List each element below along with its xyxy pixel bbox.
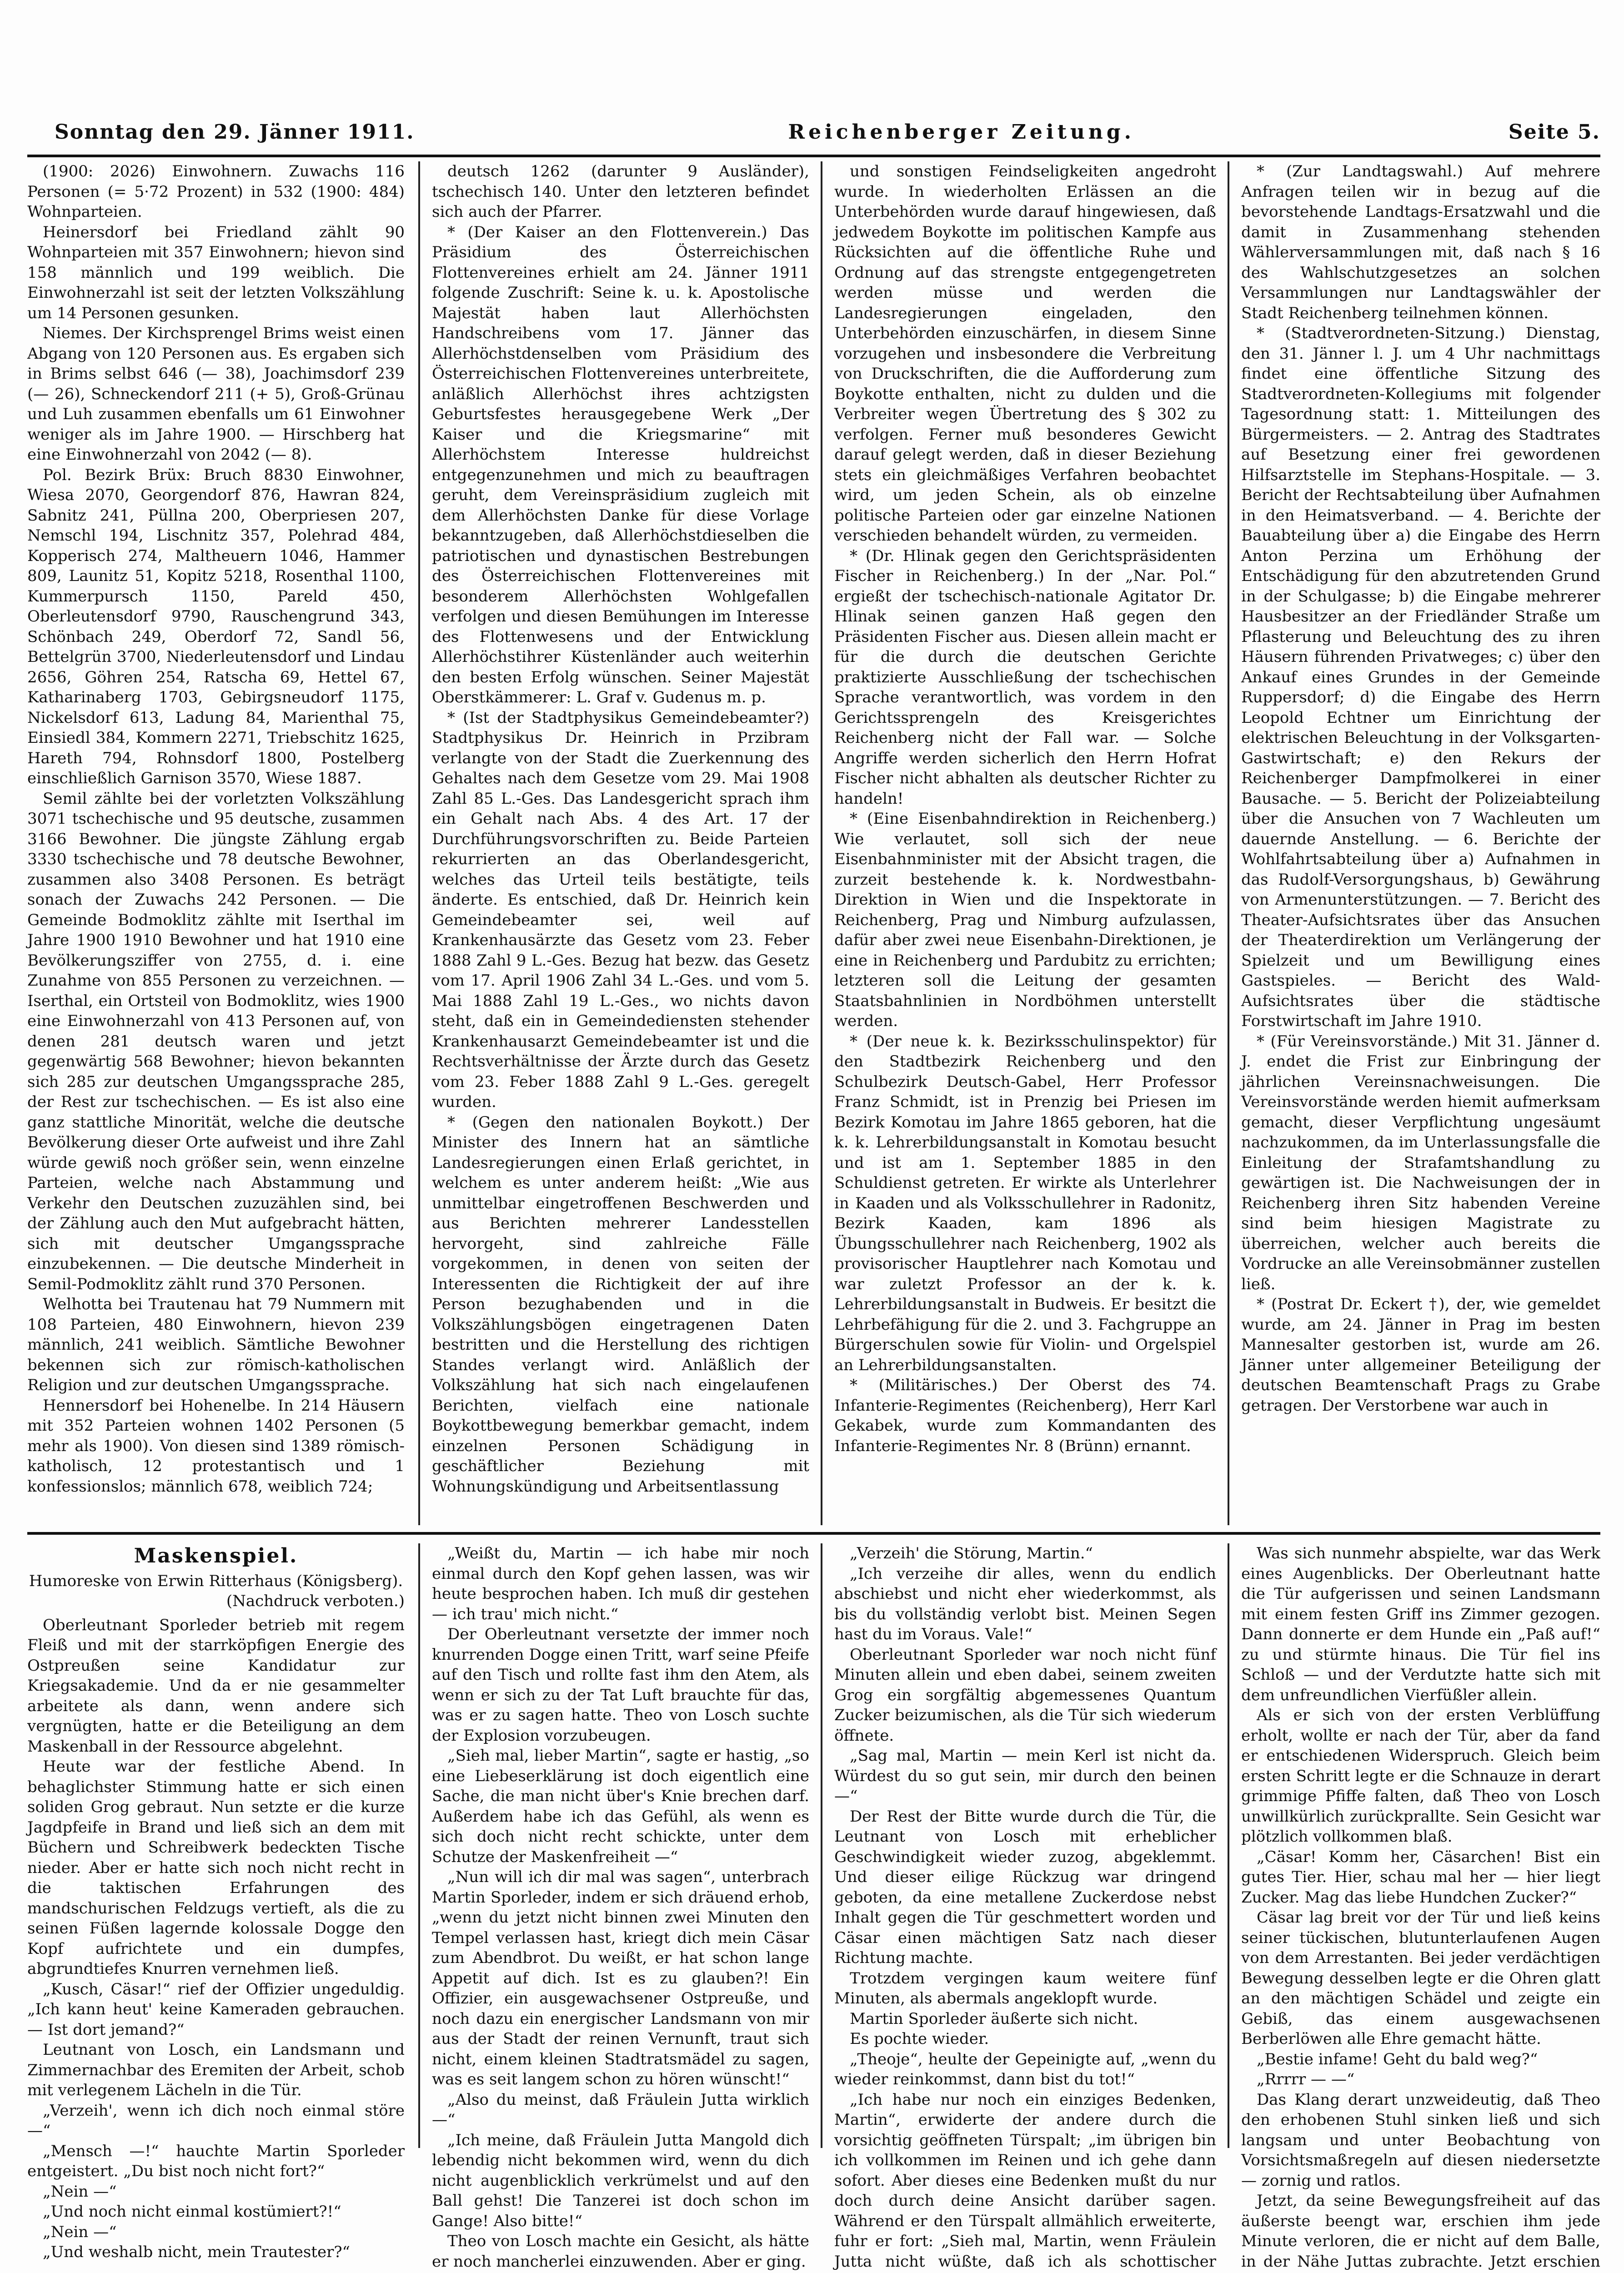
paragraph: „Nun will ich dir mal was sagen“, unterbrach Martin Sporleder, indem er sich dräuend erhob, „wenn du jetzt nicht binnen zwei Minuten den Tempel verlassen hast, kriegt dich mein Cäsar zum Abendbrot. Du weißt, er hat schon lange Appetit auf dich. Ist es zu glauben?! Ein Offizier, ein ausgewachsener Ostpreuße, und noch dazu ein energischer Landsmann von mir aus der Stadt der reinen Vernunft, traut sich nicht, einem kleinen Stadtratsmädel zu sagen, was es seit langem schon zu hören wünscht!“ bbox=[432, 1867, 809, 2090]
column-divider bbox=[821, 1543, 822, 2148]
feuilleton-column-2 bbox=[432, 1543, 809, 2148]
news-column-4 bbox=[1241, 161, 1600, 1525]
story-title: Maskenspiel. bbox=[27, 1546, 405, 1567]
paragraph: Oberleutnant Sporleder war noch nicht fünf Minuten allein und eben dabei, seinem zweiten Grog ein sorgfältig abgemessenes Quantum Zucker beizumischen, als die Tür sich wiederum öffnete. bbox=[834, 1645, 1216, 1746]
paragraph: „Also du meinst, daß Fräulein Jutta wirklich —“ bbox=[432, 2090, 809, 2130]
paragraph: * (Der Kaiser an den Flottenverein.) Das Präsidium des Österreichischen Flottenvereines erhielt am 24. Jänner 1911 folgende Zuschrift: Seine k. u. k. Apostolische Majestät haben laut Allerhöchsten Handschreibens vom 17. Jänner das Allerhöchstdenselben vom Präsidium des Österreichischen Flottenvereines unterbreitete, anläßlich Allerhöchst ihres achtzigsten Geburtsfestes herausgegebene Werk „Der Kaiser und die Kriegsmarine“ mit Allerhöchstem Interesse huldreichst entgegenzunehmen und mich zu beauftragen geruht, dem Vereinspräsidium zugleich mit dem Allerhöchsten Danke für diese Vorlage bekanntzugeben, daß Allerhöchstdieselben die patriotischen und dynastischen Bestrebungen des Österreichischen Flottenvereines mit besonderem Allerhöchsten Wohlgefallen verfolgen und diesen Bemühungen im Interesse des Flottenwesens und der Entwicklung Allerhöchstihrer Küstenländer auch weiterhin den besten Erfolg wünschen. Seiner Majestät Oberstkämmerer: L. Graf v. Gudenus m. p. bbox=[432, 222, 809, 708]
feuilleton-column-4 bbox=[1241, 1543, 1600, 2148]
story-byline: Humoreske von Erwin Ritterhaus (Königsberg). bbox=[27, 1571, 405, 1592]
header-paper-name: Reichenberger Zeitung. bbox=[788, 120, 1135, 144]
paragraph: „Sag mal, Martin — mein Kerl ist nicht da. Würdest du so gut sein, mir durch den beinen —“ bbox=[834, 1746, 1216, 1807]
paragraph: * (Postrat Dr. Eckert †), der, wie gemeldet wurde, am 24. Jänner in Prag im besten Mannesalter gestorben ist, wurde am 26. Jänner unter allgemeiner Beteiligung der deutschen Beamtenschaft Prags zu Grabe getragen. Der Verstorbene war auch in bbox=[1241, 1294, 1600, 1416]
news-column-3 bbox=[834, 161, 1216, 1525]
paragraph: Semil zählte bei der vorletzten Volkszählung 3071 tschechische und 95 deutsche, zusammen 3166 Bewohner. Die jüngste Zählung ergab 3330 tschechische und 78 deutsche Bewohner, zusammen also 3408 Personen. Es beträgt sonach der Zuwachs 242 Personen. — Die Gemeinde Bodmoklitz zählte mit Iserthal im Jahre 1900 1910 Bewohner und hat 1910 eine Bevölkerungsziffer von 2755, d. i. eine Zunahme von 855 Personen zu verzeichnen. — Iserthal, ein Ortsteil von Bodmoklitz, wies 1900 eine Einwohnerzahl von 413 Personen auf, von denen 281 deutsch waren und jetzt gegenwärtig 568 Bewohner; hievon bekannten sich 285 zur deutschen Umgangssprache 285, der Rest zur tschechischen. — Es ist also eine ganz stattliche Minorität, welche die deutsche Bevölkerung dieser Orte aufweist und ihre Zahl würde gewiß noch größer sein, wenn einzelne Parteien, welche nach Abstammung und Verkehr den Deutschen zuzuzählen sind, bei der Zählung auch den Mut aufgebracht hätten, sich mit deutscher Umgangssprache einzubekennen. — Die deutsche Minderheit in Semil-Podmoklitz zählt rund 370 Personen. bbox=[27, 789, 405, 1295]
paragraph: Welhotta bei Trautenau hat 79 Nummern mit 108 Parteien, 480 Einwohnern, hievon 239 männlich, 241 weiblich. Sämtliche Bewohner bekennen sich zur römisch-katholischen Religion und zur deutschen Umgangssprache. bbox=[27, 1294, 405, 1396]
news-column-2-body bbox=[432, 161, 809, 1497]
paragraph: „Ich verzeihe dir alles, wenn du endlich abschiebst und nicht eher wiederkommst, als bis du vollständig verlobt bist. Meinen Segen hast du im Voraus. Vale!“ bbox=[834, 1564, 1216, 1645]
paragraph: Hennersdorf bei Hohenelbe. In 214 Häusern mit 352 Parteien wohnen 1402 Personen (5 mehr als 1900). Von diesen sind 1389 römisch-katholisch, 12 protestantisch und 1 konfessionslos; männlich 678, weiblich 724; bbox=[27, 1396, 405, 1497]
paragraph: „Cäsar! Komm her, Cäsarchen! Bist ein gutes Tier. Hier, schau mal her — hier liegt Zucker. Mag das liebe Hundchen Zucker?“ bbox=[1241, 1847, 1600, 1908]
column-divider bbox=[1228, 161, 1229, 1525]
paragraph: Trotzdem vergingen kaum weitere fünf Minuten, als abermals angeklopft wurde. bbox=[834, 1968, 1216, 2009]
paragraph: * (Für Vereinsvorstände.) Mit 31. Jänner d. J. endet die Frist zur Einbringung der jährlichen Vereinsnachweisungen. Die Vereinsvorstände werden hiemit aufmerksam gemacht, dieser Verpflichtung ungesäumt nachzukommen, da im Unterlassungsfalle die Einleitung der Strafamtshandlung zu gewärtigen ist. Die Nachweisungen der in Reichenberg ihren Sitz habenden Vereine sind beim hiesigen Magistrate zu überreichen, welcher auch bereits die Vordrucke an alle Vereinsobmänner zustellen ließ. bbox=[1241, 1031, 1600, 1295]
column-divider bbox=[1228, 1543, 1229, 2148]
paragraph: Als er sich von der ersten Verblüffung erholt, wollte er nach der Tür, aber da fand er entschiedenen Widerspruch. Gleich beim ersten Schritt legte er die Schnauze in derart grimmige Pfiffe falten, daß Theo von Losch unwillkürlich zurückprallte. Sein Gesicht war plötzlich vollkommen blaß. bbox=[1241, 1705, 1600, 1847]
paragraph: „Und noch nicht einmal kostümiert?!“ bbox=[27, 2202, 405, 2222]
news-column-1 bbox=[27, 161, 405, 1525]
column-divider bbox=[418, 161, 420, 1525]
paragraph: * (Stadtverordneten-Sitzung.) Dienstag, den 31. Jänner l. J. um 4 Uhr nachmittags findet eine öffentliche Sitzung des Stadtverordneten-Kollegiums mit folgender Tagesordnung statt: 1. Mitteilungen des Bürgermeisters. — 2. Antrag des Stadtrates auf Besetzung einer frei gewordenen Hilfsarztstelle im Stephans-Hospitale. — 3. Bericht der Rechtsabteilung über Aufnahmen in den Heimatsverband. — 4. Berichte der Bauabteilung über a) die Eingabe des Herrn Anton Perzina um Erhöhung der Entschädigung für den abzutretenden Grund in der Schulgasse; b) die Eingabe mehrerer Hausbesitzer an der Friedländer Straße um Pflasterung und Beleuchtung des zu ihren Häusern führenden Privatweges; c) über den Ankauf eines Grundes in der Gemeinde Ruppersdorf; d) die Eingabe des Herrn Leopold Echtner um Einrichtung der elektrischen Beleuchtung in der Volksgarten-Gastwirtschaft; e) den Rekurs der Reichenberger Dampfmolkerei in einer Bausache. — 5. Bericht der Polizeiabteilung über die Ansuchen von 7 Wachleuten um dauernde Anstellung. — 6. Berichte der Wohlfahrtsabteilung über a) Aufnahmen in das Rudolf-Versorgungshaus, b) Gewährung von Armenunterstützungen. — 7. Bericht des Theater-Aufsichtsrates über das Ansuchen der Theaterdirektion um Verlängerung der Spielzeit und um Bewilligung eines Gastspieles. — Bericht des Wald-Aufsichtsrates über die städtische Forstwirtschaft im Jahre 1910. bbox=[1241, 323, 1600, 1031]
news-column-2 bbox=[432, 161, 809, 1525]
paragraph: Jetzt, da seine Bewegungsfreiheit auf das äußerste beengt war, erschien ihm jede Minute verloren, die er nicht auf dem Balle, in der Nähe Juttas zubrachte. Jetzt erschien bbox=[1241, 2191, 1600, 2273]
paragraph: „Kusch, Cäsar!“ rief der Offizier ungeduldig. „Ich kann heut' keine Kameraden gebrauchen. — Ist dort jemand?“ bbox=[27, 1979, 405, 2040]
paragraph: * (Dr. Hlinak gegen den Gerichtspräsidenten Fischer in Reichenberg.) In der „Nar. Pol.“ ergießt der tschechisch-nationale Agitator Dr. Hlinak seinen ganzen Haß gegen den Präsidenten Fischer aus. Diesen allein macht er für die durch die deutschen Gerichte praktizierte Ausschließung der tschechischen Sprache verantwortlich, was vordem in den Gerichtssprengeln des Kreisgerichtes Reichenberg nicht der Fall war. — Solche Angriffe werden sicherlich den Herrn Hofrat Fischer nicht abhalten als deutscher Richter zu handeln! bbox=[834, 546, 1216, 809]
paragraph: „Mensch —!“ hauchte Martin Sporleder entgeistert. „Du bist noch nicht fort?“ bbox=[27, 2141, 405, 2182]
paragraph: „Ich meine, daß Fräulein Jutta Mangold dich lebendig nicht bekommen wird, wenn du dich nicht augenblicklich verkrümelst und auf den Ball gehst! Die Tanzerei ist doch schon im Gange! Also bitte!“ bbox=[432, 2130, 809, 2232]
news-column-4-body bbox=[1241, 161, 1600, 1416]
paragraph: Niemes. Der Kirchsprengel Brims weist einen Abgang von 120 Personen aus. Es ergaben sich in Brims selbst 646 (— 38), Joachimsdorf 239 (— 26), Schneckendorf 211 (+ 5), Groß-Grünau und Luh zusammen ebenfalls um 61 Einwohner weniger als im Jahre 1900. — Hirschberg hat eine Einwohnerzahl von 2042 (— 8). bbox=[27, 323, 405, 465]
paragraph: Der Oberleutnant versetzte der immer noch knurrenden Dogge einen Tritt, warf seine Pfeife auf den Tisch und rollte fast ihm den Atem, als wenn er sich zu der Tat Luft brauchte für das, was er zu sagen hatte. Theo von Losch suchte der Explosion vorzubeugen. bbox=[432, 1624, 809, 1746]
news-column-1-body bbox=[27, 161, 405, 1497]
header-page-number: Seite 5. bbox=[1509, 120, 1600, 144]
paragraph: „Bestie infame! Geht du bald weg?“ bbox=[1241, 2049, 1600, 2070]
paragraph: „Verzeih' die Störung, Martin.“ bbox=[834, 1543, 1216, 1564]
feuilleton-column-2-body bbox=[432, 1543, 809, 2272]
paragraph: Heute war der festliche Abend. In behaglichster Stimmung hatte er sich einen soliden Grog gebraut. Nun setzte er die kurze Jagdpfeife in Brand und ließ sich an dem mit Büchern und Schreibwerk bedeckten Tische nieder. Aber er hatte sich noch nicht recht in die taktischen Erfahrungen des mandschurischen Feldzugs vertieft, als die zu seinen Füßen lagernde kolossale Dogge den Kopf aufrichtete und ein dumpfes, abgrundtiefes Knurren vernehmen ließ. bbox=[27, 1757, 405, 1979]
paragraph: (1900: 2026) Einwohnern. Zuwachs 116 Personen (= 5·72 Prozent) in 532 (1900: 484) Wohnparteien. bbox=[27, 161, 405, 222]
paragraph: * (Zur Landtagswahl.) Auf mehrere Anfragen teilen wir in bezug auf die bevorstehende Landtags-Ersatzwahl und die damit in Zusammenhang stehenden Wählerversammlungen mit, daß nach § 16 des Wahlschutzgesetzes an solchen Versammlungen nur Landtagswähler der Stadt Reichenberg teilnehmen können. bbox=[1241, 161, 1600, 323]
news-column-3-body bbox=[834, 161, 1216, 1456]
paragraph: Oberleutnant Sporleder betrieb mit regem Fleiß und mit der starrköpfigen Energie des Ostpreußen seine Kandidatur zur Kriegsakademie. Und da er nie gesammelter arbeitete als dann, wenn andere sich vergnügten, hatte er die Beteiligung an dem Maskenball in der Ressource abgelehnt. bbox=[27, 1615, 405, 1757]
reprint-notice: (Nachdruck verboten.) bbox=[27, 1591, 405, 1612]
feuilleton-column-4-body bbox=[1241, 1543, 1600, 2273]
paragraph: Der Rest der Bitte wurde durch die Tür, die Leutnant von Losch mit erheblicher Geschwindigkeit wieder zuzog, abgeklemmt. Und dieser eilige Rückzug war dringend geboten, da eine metallene Zuckerdose nebst Inhalt gegen die Tür geschmettert worden und Cäsar einen mächtigen Satz nach dieser Richtung machte. bbox=[834, 1807, 1216, 1968]
newspaper-page bbox=[27, 25, 1600, 2153]
paragraph: * (Eine Eisenbahndirektion in Reichenberg.) Wie verlautet, soll sich der neue Eisenbahnminister mit der Absicht tragen, die zurzeit bestehende k. k. Nordwestbahn-Direktion in Wien und die Inspektorate in Reichenberg, Prag und Nimburg aufzulassen, dafür aber zwei neue Eisenbahn-Direktionen, je eine in Reichenberg und Pardubitz zu errichten; letzteren soll die Leitung der gesamten Staatsbahnlinien in Nordböhmen unterstellt werden. bbox=[834, 809, 1216, 1031]
paragraph: „Nein —“ bbox=[27, 2222, 405, 2243]
feuilleton-column-1 bbox=[27, 1543, 405, 2148]
feuilleton-column-3 bbox=[834, 1543, 1216, 2148]
paragraph: Leutnant von Losch, ein Landsmann und Zimmernachbar des Eremiten der Arbeit, schob mit verlegenem Lächeln in die Tür. bbox=[27, 2040, 405, 2101]
paragraph: „Nein —“ bbox=[27, 2182, 405, 2202]
feuilleton-column-3-body bbox=[834, 1543, 1216, 2273]
column-divider bbox=[821, 161, 822, 1525]
paragraph: „Ich habe nur noch ein einziges Bedenken, Martin“, erwiderte der andere durch die vorsichtig geöffneten Türspalt; „im übrigen bin ich vollkommen im Reinen und ich gehe dann sofort. Aber dieses eine Bedenken mußt du nur doch durch deine Ansicht darüber sagen. Während er den Türspalt allmählich erweiterte, fuhr er fort: „Sieh mal, Martin, wenn Fräulein Jutta nicht wüßte, daß ich als schottischer bbox=[834, 2090, 1216, 2273]
paragraph: Martin Sporleder äußerte sich nicht. bbox=[834, 2009, 1216, 2029]
paragraph: Was sich nunmehr abspielte, war das Werk eines Augenblicks. Der Oberleutnant hatte die Tür aufgerissen und seinen Landsmann mit einem festen Griff ins Zimmer gezogen. Dann donnerte er dem Hunde ein „Paß auf!“ zu und stürmte hinaus. Die Tür fiel ins Schloß — und der Verdutzte hatte sich mit dem unfreundlichen Vierfüßler allein. bbox=[1241, 1543, 1600, 1705]
paragraph: Heinersdorf bei Friedland zählt 90 Wohnparteien mit 357 Einwohnern; hievon sind 158 männlich und 199 weiblich. Die Einwohnerzahl ist seit der letzten Volkszählung um 14 Personen gesunken. bbox=[27, 222, 405, 324]
feuilleton-rule bbox=[27, 1532, 1600, 1535]
paragraph: „Und weshalb nicht, mein Trautester?“ bbox=[27, 2242, 405, 2263]
paragraph: „Weißt du, Martin — ich habe mir noch einmal durch den Kopf gehen lassen, was wir heute besprochen haben. Ich muß dir gestehen — ich trau' mich nicht.“ bbox=[432, 1543, 809, 1624]
paragraph: Es pochte wieder. bbox=[834, 2029, 1216, 2049]
paragraph: deutsch 1262 (darunter 9 Ausländer), tschechisch 140. Unter den letzteren befindet sich auch der Pfarrer. bbox=[432, 161, 809, 222]
paragraph: Das Klang derart unzweideutig, daß Theo den erhobenen Stuhl sinken ließ und sich langsam und unter Beobachtung von Vorsichtsmaßregeln auf diesen niedersetzte — zornig und ratlos. bbox=[1241, 2090, 1600, 2191]
paragraph: Theo von Losch machte ein Gesicht, als hätte er noch mancherlei einzuwenden. Aber er ging. bbox=[432, 2231, 809, 2272]
paragraph: „Rrrrr — —“ bbox=[1241, 2069, 1600, 2090]
page-header bbox=[55, 111, 1600, 152]
paragraph: „Theoje“, heulte der Gepeinigte auf, „wenn du wieder reinkommst, dann bist du tot!“ bbox=[834, 2049, 1216, 2090]
column-divider bbox=[418, 1543, 420, 2148]
feuilleton-column-1-body bbox=[27, 1615, 405, 2263]
paragraph: * (Der neue k. k. Bezirksschulinspektor) für den Stadtbezirk Reichenberg und den Schulbezirk Deutsch-Gabel, Herr Professor Franz Schmidt, ist in Prenzig bei Priesen im Bezirk Komotau im Jahre 1865 geboren, hat die k. k. Lehrerbildungsanstalt in Komotau besucht und ist am 1. September 1885 in den Schuldienst getreten. Er wirkte als Unterlehrer in Kaaden und als Volksschullehrer in Radonitz, Bezirk Kaaden, kam 1896 als Übungsschullehrer nach Reichenberg, 1902 als provisorischer Hauptlehrer nach Komotau und war zuletzt Professor an der k. k. Lehrerbildungsanstalt in Budweis. Er besitzt die Lehrbefähigung für die 2. und 3. Fachgruppe an Bürgerschulen sowie für Violin- und Orgelspiel an Lehrerbildungsanstalten. bbox=[834, 1031, 1216, 1376]
header-rule bbox=[27, 155, 1600, 157]
paragraph: * (Militärisches.) Der Oberst des 74. Infanterie-Regimentes (Reichenberg), Herr Karl Gekabek, wurde zum Kommandanten des Infanterie-Regimentes Nr. 8 (Brünn) ernannt. bbox=[834, 1375, 1216, 1456]
paragraph: und sonstigen Feindseligkeiten angedroht wurde. In wiederholten Erlässen an die Unterbehörden wurde darauf hingewiesen, daß jedwedem Boykotte im politischen Kampfe aus Rücksichten auf die öffentliche Ruhe und Ordnung auf das strengste entgegengetreten werden müsse und werden die Landesregierungen eingeladen, den Unterbehörden einzuschärfen, in diesem Sinne vorzugehen und insbesondere die Verbreitung von Druckschriften, die die Aufforderung zum Boykotte enthalten, nicht zu dulden und die Verbreiter wegen Übertretung des § 302 zu verfolgen. Ferner muß besonderes Gewicht darauf gelegt werden, daß in dieser Beziehung stets ein gleichmäßiges Verfahren beobachtet wird, um jeden Schein, als ob einzelne politische Parteien oder gar einzelne Nationen verschieden behandelt würden, zu vermeiden. bbox=[834, 161, 1216, 546]
paragraph: Pol. Bezirk Brüx: Bruch 8830 Einwohner, Wiesa 2070, Georgendorf 876, Hawran 824, Sabnitz 241, Püllna 200, Oberpriesen 207, Nemschl 194, Lischnitz 357, Polehrad 484, Kopperisch 274, Maltheuern 1046, Hammer 809, Launitz 51, Kopitz 5218, Rosenthal 1100, Kummerpursch 1150, Pareld 450, Oberleutensdorf 9790, Rauschengrund 343, Schönbach 249, Oberdorf 72, Sandl 56, Bettelgrün 3700, Niederleutensdorf und Lindau 2656, Göhren 254, Ratscha 69, Hettel 67, Katharinaberg 1703, Gebirgsneudorf 1175, Nickelsdorf 613, Ladung 84, Marienthal 75, Einsiedl 384, Kommern 2271, Triebschitz 1625, Hareth 794, Rohnsdorf 1800, Postelberg einschließlich Garnison 3570, Wiese 1887. bbox=[27, 465, 405, 789]
paragraph: * (Ist der Stadtphysikus Gemeindebeamter?) Stadtphysikus Dr. Heinrich in Przibram verlangte von der Stadt die Zuerkennung des Gehaltes nach dem Gesetze vom 29. Mai 1908 Zahl 85 L.-Ges. Das Landesgericht sprach ihm ein Gehalt nach Abs. 4 des Art. 17 der Durchführungsvorschriften zu. Beide Parteien rekurrierten an das Oberlandesgericht, welches das Urteil teils bestätigte, teils änderte. Es entschied, daß Dr. Heinrich kein Gemeindebeamter sei, weil auf Krankenhausärzte das Gesetz vom 23. Feber 1888 Zahl 9 L.-Ges. Bezug hat bezw. das Gesetz vom 17. April 1906 Zahl 34 L.-Ges. und vom 5. Mai 1888 Zahl 19 L.-Ges., wo nichts davon steht, daß ein in Gemeindediensten stehender Krankenhausarzt Gemeindebeamter ist und die Rechtsverhältnisse der Ärzte durch das Gesetz vom 23. Feber 1888 Zahl 9 L.-Ges. geregelt wurden. bbox=[432, 708, 809, 1112]
header-date: Sonntag den 29. Jänner 1911. bbox=[55, 120, 415, 144]
paragraph: Cäsar lag breit vor der Tür und ließ keins seiner tückischen, blutunterlaufenen Augen von dem Arrestanten. Bei jeder verdächtigen Bewegung desselben legte er die Ohren glatt an den mächtigen Schädel und zeigte ein Gebiß, das einem ausgewachsenen Berberlöwen alle Ehre gemacht hätte. bbox=[1241, 1908, 1600, 2049]
paragraph: „Sieh mal, lieber Martin“, sagte er hastig, „so eine Liebeserklärung ist doch eigentlich eine Sache, die man nicht über's Knie brechen darf. Außerdem habe ich das Gefühl, als wenn es sich doch nicht recht schickte, unter dem Schutze der Maskenfreiheit —“ bbox=[432, 1746, 809, 1867]
paragraph: „Verzeih', wenn ich dich noch einmal störe —“ bbox=[27, 2101, 405, 2141]
paragraph: * (Gegen den nationalen Boykott.) Der Minister des Innern hat an sämtliche Landesregierungen einen Erlaß gerichtet, in welchem es unter anderem heißt: „Wie aus unmittelbar eingetroffenen Beschwerden und aus Berichten mehrerer Landesstellen hervorgeht, sind zahlreiche Fälle vorgekommen, in denen von seiten der Interessenten die Richtigkeit der auf ihre Person bezughabenden und in die Volkszählungsbögen eingetragenen Daten bestritten und die Herstellung des richtigen Standes verlangt wird. Anläßlich der Volkszählung hat sich nach eingelaufenen Berichten, vielfach eine nationale Boykottbewegung bemerkbar gemacht, indem einzelnen Personen Schädigung in geschäftlicher Beziehung mit Wohnungskündigung und Arbeitsentlassung bbox=[432, 1112, 809, 1497]
